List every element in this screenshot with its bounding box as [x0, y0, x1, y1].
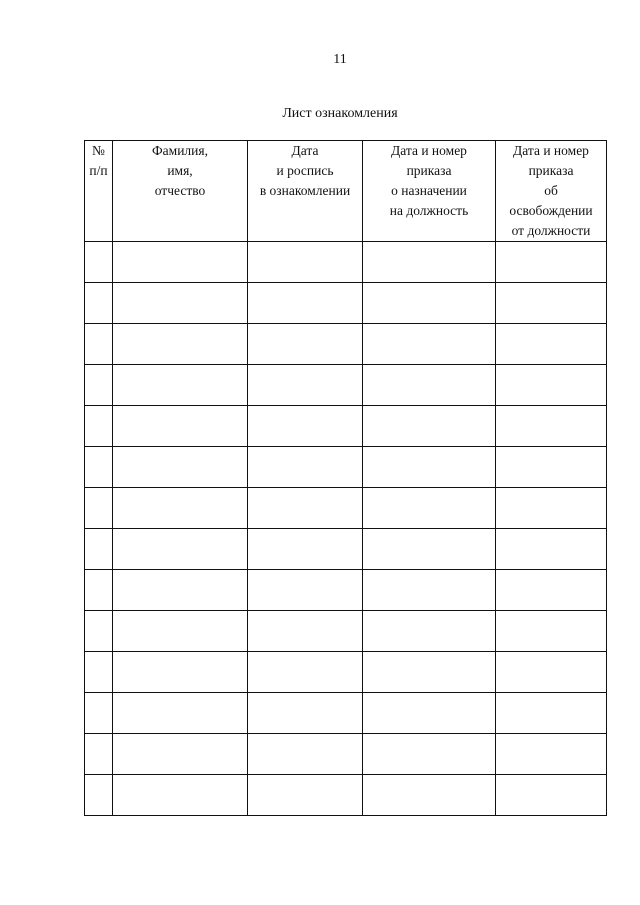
table-cell[interactable]: [496, 529, 607, 570]
table-row: [85, 406, 607, 447]
table-row: [85, 283, 607, 324]
table-cell[interactable]: [363, 693, 496, 734]
table-cell[interactable]: [363, 406, 496, 447]
table-cell[interactable]: [113, 529, 248, 570]
table-cell[interactable]: [248, 611, 363, 652]
table-cell[interactable]: [496, 283, 607, 324]
table-cell[interactable]: [113, 611, 248, 652]
table-cell[interactable]: [85, 324, 113, 365]
sheet-title: Лист ознакомления: [282, 106, 398, 121]
table-cell[interactable]: [248, 242, 363, 283]
table-row: [85, 693, 607, 734]
col-header-dismissal-order: Дата и номер приказа об освобождении от должности: [496, 141, 607, 242]
table-body: [85, 242, 607, 816]
table-cell[interactable]: [363, 365, 496, 406]
table-cell[interactable]: [113, 693, 248, 734]
table-cell[interactable]: [363, 242, 496, 283]
table-cell[interactable]: [363, 775, 496, 816]
col-header-full-name: Фамилия, имя, отчество: [113, 141, 248, 242]
table-row: [85, 775, 607, 816]
table-header-row: [85, 141, 607, 242]
table-cell[interactable]: [113, 447, 248, 488]
table-row: [85, 570, 607, 611]
table-cell[interactable]: [363, 283, 496, 324]
table-cell[interactable]: [85, 242, 113, 283]
table-cell[interactable]: [363, 652, 496, 693]
table-cell[interactable]: [248, 324, 363, 365]
table-cell[interactable]: [496, 611, 607, 652]
table-cell[interactable]: [113, 283, 248, 324]
table-cell[interactable]: [248, 775, 363, 816]
table-cell[interactable]: [363, 570, 496, 611]
table-cell[interactable]: [85, 652, 113, 693]
page-number: 11: [333, 52, 347, 67]
table-cell[interactable]: [248, 652, 363, 693]
table-cell[interactable]: [363, 734, 496, 775]
table-cell[interactable]: [85, 365, 113, 406]
table-cell[interactable]: [496, 447, 607, 488]
table-cell[interactable]: [248, 570, 363, 611]
table-cell[interactable]: [85, 447, 113, 488]
table-cell[interactable]: [113, 652, 248, 693]
table-row: [85, 447, 607, 488]
table-row: [85, 652, 607, 693]
col-header-date-signature: Дата и роспись в ознакомлении: [248, 141, 363, 242]
table-cell[interactable]: [496, 570, 607, 611]
table-cell[interactable]: [113, 242, 248, 283]
table-cell[interactable]: [85, 488, 113, 529]
table-row: [85, 488, 607, 529]
table-cell[interactable]: [496, 365, 607, 406]
table-cell[interactable]: [113, 488, 248, 529]
table-cell[interactable]: [113, 406, 248, 447]
col-header-appointment-order: Дата и номер приказа о назначении на должность: [363, 141, 496, 242]
table-cell[interactable]: [496, 734, 607, 775]
table-cell[interactable]: [248, 283, 363, 324]
table-cell[interactable]: [496, 693, 607, 734]
table-cell[interactable]: [113, 775, 248, 816]
table-cell[interactable]: [496, 242, 607, 283]
table-cell[interactable]: [248, 447, 363, 488]
table-row: [85, 365, 607, 406]
table-cell[interactable]: [248, 529, 363, 570]
table-cell[interactable]: [85, 406, 113, 447]
table-row: [85, 611, 607, 652]
table-cell[interactable]: [496, 488, 607, 529]
table-cell[interactable]: [248, 488, 363, 529]
table-cell[interactable]: [248, 693, 363, 734]
table-cell[interactable]: [248, 734, 363, 775]
table-cell[interactable]: [363, 611, 496, 652]
table-cell[interactable]: [496, 406, 607, 447]
table-cell[interactable]: [363, 488, 496, 529]
table-row: [85, 734, 607, 775]
table-cell[interactable]: [85, 570, 113, 611]
table-cell[interactable]: [496, 324, 607, 365]
table-cell[interactable]: [113, 365, 248, 406]
table-cell[interactable]: [85, 693, 113, 734]
table-cell[interactable]: [113, 570, 248, 611]
acknowledgment-table: [84, 140, 607, 816]
table-cell[interactable]: [85, 734, 113, 775]
col-header-number: № п/п: [85, 141, 113, 242]
table-cell[interactable]: [248, 365, 363, 406]
table-cell[interactable]: [113, 324, 248, 365]
table-cell[interactable]: [363, 324, 496, 365]
table-row: [85, 324, 607, 365]
table-row: [85, 529, 607, 570]
table-cell[interactable]: [85, 775, 113, 816]
table-cell[interactable]: [85, 611, 113, 652]
table-row: [85, 242, 607, 283]
table-cell[interactable]: [113, 734, 248, 775]
table-cell[interactable]: [496, 775, 607, 816]
table-cell[interactable]: [85, 283, 113, 324]
table-cell[interactable]: [248, 406, 363, 447]
table-cell[interactable]: [496, 652, 607, 693]
table-cell[interactable]: [363, 529, 496, 570]
table-cell[interactable]: [85, 529, 113, 570]
table-cell[interactable]: [363, 447, 496, 488]
